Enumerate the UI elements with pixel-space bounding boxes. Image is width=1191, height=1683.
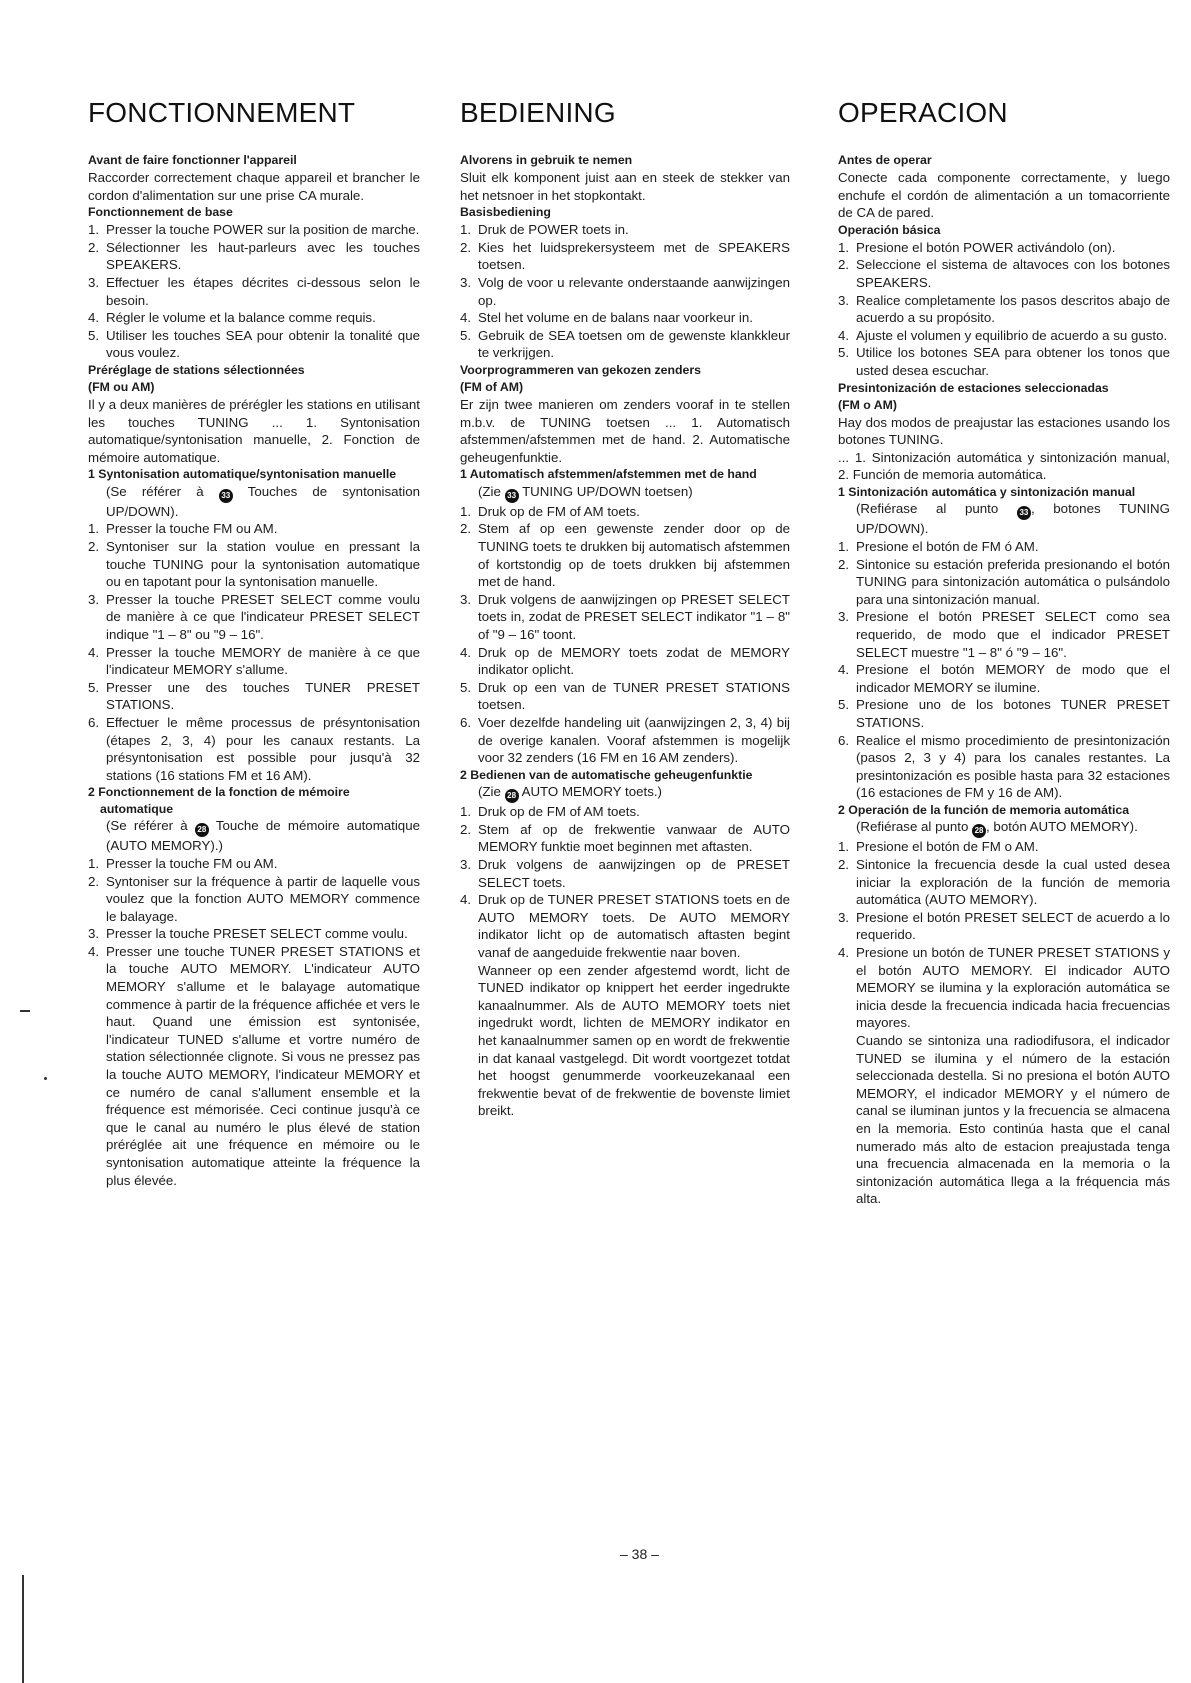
paragraph: Sluit elk komponent juist aan en steek de stekker van het netsnoer in het stopkontakt. xyxy=(460,170,790,203)
list-item xyxy=(88,327,420,362)
list-item xyxy=(460,856,790,891)
list-item-text: Druk op de FM of AM toets. xyxy=(478,804,640,820)
column-spanish xyxy=(838,96,1170,1208)
list-item xyxy=(460,221,790,239)
list-item xyxy=(88,873,420,926)
list-item xyxy=(838,838,1170,856)
section-heading: Operación básica xyxy=(838,222,941,237)
column-title: BEDIENING xyxy=(460,97,616,128)
list-item-number: 1. xyxy=(838,839,850,855)
section-heading: 1 Sintonización automática y sintonización manual xyxy=(838,484,1136,499)
list-item-number: 6. xyxy=(88,714,100,730)
list-item-text: Presser la touche FM ou AM. xyxy=(106,521,278,537)
paragraph: Hay dos modos de preajustar las estaciones usando los botones TUNING. xyxy=(838,414,1170,448)
list-item-number: 2. xyxy=(460,239,472,255)
list-item-number: 3. xyxy=(88,926,100,942)
reference-number-badge: 28 xyxy=(505,789,519,803)
list-item-text: Stem af op de frekwentie vanwaar de AUTO MEMORY funktie moet beginnen met aftasten. xyxy=(478,821,790,855)
reference-number-badge: 33 xyxy=(219,489,233,503)
list-item-number: 5. xyxy=(88,679,100,695)
list-item-number: 3. xyxy=(838,909,850,925)
list-item xyxy=(838,696,1170,731)
list-item xyxy=(88,520,420,538)
list-item-text: Ajuste el volumen y equilibrio de acuerdo a su gusto. xyxy=(856,327,1168,343)
list-item xyxy=(838,856,1170,909)
list-item-text: Realice el mismo procedimiento de presintonización (pasos 2, 3 y 4) para los canales restantes. La presintonización es posible hasta para 32 estaciones (16 estaciones de FM y 16 de AM). xyxy=(856,732,1170,801)
section-heading: Fonctionnement de base xyxy=(88,205,233,220)
list-item-text: Presione el botón PRESET SELECT como sea requerido, de modo que el indicador PRESET SELECT muestre "1 – 8" ó "9 – 16". xyxy=(856,609,1170,660)
column-title: OPERACION xyxy=(838,97,1008,128)
list-item-number: 1. xyxy=(838,239,850,255)
list-item-number: 4. xyxy=(838,327,850,343)
list-item-number: 4. xyxy=(838,944,850,960)
list-item xyxy=(460,679,790,714)
list-item xyxy=(460,591,790,644)
section-heading: 1 Syntonisation automatique/syntonisation manuelle xyxy=(88,467,397,482)
section-heading: (FM ou AM) xyxy=(88,379,155,394)
list-item-text: Realice completamente los pasos descritos abajo de acuerdo a su propósito. xyxy=(856,292,1170,326)
list-item-number: 6. xyxy=(838,732,850,748)
list-item-number: 3. xyxy=(838,292,850,308)
column-title: FONCTIONNEMENT xyxy=(88,97,356,128)
list-item-text: Druk volgens de aanwijzingen op de PRESET SELECT toets. xyxy=(478,857,790,890)
list-item-text: Seleccione el sistema de altavoces con los botones SPEAKERS. xyxy=(856,257,1170,290)
list-item-number: 3. xyxy=(88,274,100,290)
list-item-text: Presione uno de los botones TUNER PRESET STATIONS. xyxy=(856,697,1170,730)
list-item xyxy=(88,943,420,1189)
list-item-number: 2. xyxy=(460,521,472,537)
list-item-text: Presser une des touches TUNER PRESET STATIONS. xyxy=(106,679,420,713)
list-item-number: 1. xyxy=(88,222,100,238)
list-item xyxy=(88,855,420,873)
section-heading: 2 Operación de la función de memoria automática xyxy=(838,802,1130,817)
list-item xyxy=(88,925,420,943)
reference-number-badge: 33 xyxy=(505,489,519,503)
list-item-number: 3. xyxy=(460,591,472,607)
list-item-number: 4. xyxy=(88,310,100,326)
section-heading: Basisbediening xyxy=(460,205,551,220)
indented-paragraph: Wanneer op een zender afgestemd wordt, licht de TUNED indikator op knippert het eerder ingedrukte kanaalnummer. Als de AUTO MEMORY toets niet ingedrukt wordt, lichten de MEMORY indikator en het kanaalnummer samen op en wordt de frekwentie in dat kanaal vastgelegd. Dit wordt voortgezet totdat het hoogst genummerde voorkeuzekanaal een frekwentie bevat of de frekwentie de bovenste limiet breikt. xyxy=(478,962,790,1119)
list-item-text: Presione el botón de FM ó AM. xyxy=(856,539,1039,554)
list-item xyxy=(838,344,1170,379)
list-item xyxy=(88,274,420,309)
list-item xyxy=(460,274,790,309)
list-item-text: Presser la touche PRESET SELECT comme voulu de manière à ce que l'indicateur PRESET SELECT indique "1 – 8" ou "9 – 16". xyxy=(106,591,420,642)
list-item xyxy=(88,538,420,591)
list-item xyxy=(460,821,790,856)
column-french xyxy=(88,96,420,1189)
section-heading: Alvorens in gebruik te nemen xyxy=(460,153,633,167)
list-item xyxy=(838,661,1170,696)
reference-text: AUTO MEMORY toets.) xyxy=(518,784,662,800)
list-item-text: Druk de POWER toets in. xyxy=(478,222,629,238)
list-item xyxy=(460,309,790,327)
section-heading: 1 Automatisch afstemmen/afstemmen met de hand xyxy=(460,467,757,482)
list-item-text: Volg de voor u relevante onderstaande aanwijzingen op. xyxy=(478,274,790,308)
list-item-number: 2. xyxy=(88,239,100,255)
list-item-text: Kies het luidsprekersysteem met de SPEAKERS toetsen. xyxy=(478,239,790,273)
list-item xyxy=(88,644,420,679)
list-item xyxy=(460,503,790,521)
list-item-text: Sintonice su estación preferida presionando el botón TUNING para sintonización automática o pulsándolo para una sintonización manual. xyxy=(856,556,1170,607)
list-item-text: Stel het volume en de balans naar voorkeur in. xyxy=(478,310,753,326)
list-item-text: Presione el botón POWER activándolo (on). xyxy=(856,239,1116,255)
list-item-text: Presione el botón PRESET SELECT de acuerdo a lo requerido. xyxy=(856,909,1170,943)
list-item xyxy=(838,909,1170,944)
list-item xyxy=(838,239,1170,257)
section-heading: Voorprogrammeren van gekozen zenders xyxy=(460,362,701,377)
list-item-text: Presione el botón de FM o AM. xyxy=(856,839,1039,855)
section-heading: Antes de operar xyxy=(838,153,932,167)
reference-text: (Zie xyxy=(478,483,505,499)
list-item-text: Syntoniser sur la station voulue en pressant la touche TUNING pour la syntonisation automatique ou en tapotant pour la syntonisation manuelle. xyxy=(106,539,420,590)
list-item-number: 4. xyxy=(838,662,850,678)
list-item-text: Effectuer les étapes décrites ci-dessous selon le besoin. xyxy=(106,274,420,308)
margin-dash-mark xyxy=(20,1010,30,1012)
reference-number-badge: 28 xyxy=(972,824,986,838)
list-item-text: Voer dezelfde handeling uit (aanwijzingen 2, 3, 4) bij de overige kanalen. Vooraf afstemmen is mogelijk voor 32 zenders (16 FM en 16 AM zenders). xyxy=(478,714,790,766)
paragraph: Er zijn twee manieren om zenders vooraf in te stellen m.b.v. de TUNING toetsen ... 1. Automatisch afstemmen/afstemmen met de hand. 2. Automatische geheugenfunktie. xyxy=(460,396,790,465)
list-item-number: 2. xyxy=(460,821,472,837)
list-item-text: Utilice los botones SEA para obtener los tonos que usted desea escuchar. xyxy=(856,345,1170,378)
list-item-text: Presione un botón de TUNER PRESET STATIONS y el botón AUTO MEMORY. El indicador AUTO MEMORY se ilumina y la exploración automática se inicia desde la frecuencia indicada hacia frecuencias mayores. xyxy=(856,944,1170,1031)
list-item-number: 3. xyxy=(88,591,100,607)
list-item xyxy=(88,591,420,644)
reference-note xyxy=(88,483,420,521)
reference-text: (Zie xyxy=(478,784,505,800)
list-item-number: 2. xyxy=(88,539,100,554)
column-dutch xyxy=(460,96,790,1120)
reference-text: Touches de syntonisation UP/DOWN). xyxy=(106,483,420,519)
list-item xyxy=(460,644,790,679)
list-item-number: 4. xyxy=(88,644,100,660)
list-item-text: Effectuer le même processus de présyntonisation (étapes 2, 3, 4) pour les canaux restants. La présyntonisation est possible pour jusqu'à 32 stations (16 stations FM et 16 AM). xyxy=(106,714,420,783)
list-item-number: 5. xyxy=(88,327,100,343)
section-heading: (FM of AM) xyxy=(460,379,524,394)
list-item-number: 3. xyxy=(460,274,472,290)
paragraph: ... 1. Sintonización automática y sintonización manual, 2. Función de memoria automática. xyxy=(838,449,1170,483)
section-heading: (FM o AM) xyxy=(838,397,897,412)
list-item-text: Presser la touche MEMORY de manière à ce que l'indicateur MEMORY s'allume. xyxy=(106,644,420,678)
reference-note xyxy=(838,818,1170,838)
reference-text: TUNING UP/DOWN toetsen) xyxy=(518,483,693,499)
list-item xyxy=(88,221,420,239)
reference-text: (Refiérase al punto xyxy=(856,819,973,835)
list-item-text: Presser la touche FM ou AM. xyxy=(106,855,278,871)
list-item-number: 5. xyxy=(460,679,472,695)
list-item-number: 6. xyxy=(460,714,472,730)
list-item-number: 4. xyxy=(460,644,472,660)
list-item-text: Druk op de MEMORY toets zodat de MEMORY indikator oplicht. xyxy=(478,644,790,678)
list-item-text: Presione el botón MEMORY de modo que el indicador MEMORY se ilumine. xyxy=(856,662,1170,695)
list-item xyxy=(88,309,420,327)
list-item xyxy=(460,327,790,362)
list-item xyxy=(460,239,790,274)
paragraph: Raccorder correctement chaque appareil et brancher le cordon d'alimentation sur une prise CA murale. xyxy=(88,170,420,203)
list-item-text: Sélectionner les haut-parleurs avec les touches SPEAKERS. xyxy=(106,239,420,273)
reference-text: (Refiérase al punto xyxy=(856,501,1017,517)
section-heading: Avant de faire fonctionner l'appareil xyxy=(88,153,297,167)
paragraph: Conecte cada componente correctamente, y luego enchufe el cordón de alimentación a un tomacorriente de CA de pared. xyxy=(838,170,1170,221)
reference-note xyxy=(838,500,1170,538)
list-item-number: 1. xyxy=(88,521,100,537)
list-item-text: Gebruik de SEA toetsen om de gewenste klankkleur te verkrijgen. xyxy=(478,327,790,361)
list-item-number: 3. xyxy=(460,857,472,872)
indented-paragraph: Cuando se sintoniza una radiodifusora, el indicador TUNED se ilumina y el número de la estación seleccionada destella. Si no presiona el botón AUTO MEMORY, el indicador MEMORY y el número de canal se iluminan juntos y la frecuencia se almacena en la memoria. Esto continúa hasta que el canal numerado más alto de estacion preajustada tenga una frecuencia almacenada en la memoria o la sintonización automática llega a la fréquencia más alta. xyxy=(856,1032,1170,1207)
reference-text: , botón AUTO MEMORY). xyxy=(986,819,1138,835)
margin-dot-mark xyxy=(44,1077,47,1080)
reference-text: (Se référer à xyxy=(106,818,195,834)
list-item xyxy=(460,891,790,961)
list-item-number: 1. xyxy=(838,539,850,554)
section-heading: 2 Bedienen van de automatische geheugenfunktie xyxy=(460,767,753,782)
list-item-number: 4. xyxy=(460,892,472,908)
page-number: – 38 – xyxy=(620,1546,659,1562)
list-item xyxy=(838,292,1170,327)
paragraph: Il y a deux manières de prérégler les stations en utilisant les touches TUNING ... 1. Syntonisation automatique/syntonisation manuelle, 2. Fonction de mémoire automatique. xyxy=(88,396,420,465)
reference-note xyxy=(460,783,790,803)
list-item-text: Druk volgens de aanwijzingen op PRESET SELECT toets in, zodat de PRESET SELECT indikator "1 – 8" of "9 – 16" toont. xyxy=(478,591,790,642)
section-heading: Préréglage de stations sélectionnées xyxy=(88,362,305,377)
list-item-number: 4. xyxy=(88,943,100,959)
list-item-text: Presser la touche POWER sur la position de marche. xyxy=(106,222,420,238)
reference-number-badge: 33 xyxy=(1017,506,1031,520)
list-item xyxy=(838,732,1170,802)
reference-note xyxy=(460,483,790,503)
list-item-number: 1. xyxy=(460,804,472,820)
list-item xyxy=(88,239,420,274)
list-item-number: 5. xyxy=(838,697,850,713)
list-item xyxy=(838,608,1170,661)
list-item-number: 4. xyxy=(460,310,472,326)
list-item-number: 5. xyxy=(838,345,850,361)
list-item-number: 5. xyxy=(460,327,472,343)
list-item-number: 2. xyxy=(838,556,850,572)
list-item xyxy=(460,520,790,590)
reference-text: (Se référer à xyxy=(106,483,219,499)
list-item-text: Régler le volume et la balance comme requis. xyxy=(106,310,376,326)
list-item-text: Presser la touche PRESET SELECT comme voulu. xyxy=(106,926,408,942)
list-item-text: Stem af op een gewenste zender door op de TUNING toets te drukken bij automatisch afstemmen of kortstondig op de toets drukken bij afstemmen met de hand. xyxy=(478,521,790,590)
list-item-number: 1. xyxy=(460,222,472,238)
reference-number-badge: 28 xyxy=(195,823,209,837)
list-item-number: 2. xyxy=(88,873,100,889)
section-heading: Presintonización de estaciones seleccionadas xyxy=(838,380,1109,395)
reference-note xyxy=(88,817,420,855)
list-item-text: Druk op de TUNER PRESET STATIONS toets en de AUTO MEMORY toets. De AUTO MEMORY indikator licht op de automatisch aftasten begint vanaf de aangeduide frekwentie naar boven. xyxy=(478,892,790,960)
list-item-text: Utiliser les touches SEA pour obtenir la tonalité que vous voulez. xyxy=(106,327,420,361)
binding-margin-line xyxy=(22,1575,24,1683)
list-item-text: Sintonice la frecuencia desde la cual usted desea iniciar la exploración de la función de memoria automática (AUTO MEMORY). xyxy=(856,857,1170,908)
list-item-text: Presser une touche TUNER PRESET STATIONS et la touche AUTO MEMORY. L'indicateur AUTO MEMORY s'allume et le balayage automatique commence à partir de la fréquence affichée et vers le haut. Quand une émission est syntonisée, l'indicateur TUNED s'allume et vortre numéro de station sélectionnée clignote. Si vous ne pressez pas la touche AUTO MEMORY, l'indicateur MEMORY et ce numéro de canal s'allument ensemble et la fréquence est mémorisée. Ceci continue jusqu'à ce que le canal au numéro le plus élevé de station préréglée ait une fréquence en mémoire ou le syntonisation automatique atteinte la fréquence la plus élevée. xyxy=(106,943,420,1188)
list-item xyxy=(838,327,1170,345)
list-item xyxy=(838,256,1170,291)
list-item xyxy=(88,679,420,714)
list-item-text: Druk op de FM of AM toets. xyxy=(478,503,640,519)
reference-text: , botones TUNING UP/DOWN). xyxy=(856,501,1170,537)
list-item-number: 2. xyxy=(838,257,850,273)
list-item-number: 2. xyxy=(838,857,850,872)
list-item-number: 1. xyxy=(88,855,100,871)
list-item xyxy=(838,538,1170,556)
list-item xyxy=(838,944,1170,1032)
reference-text: Touche de mémoire automatique (AUTO MEMORY).) xyxy=(106,818,420,854)
list-item-text: Syntoniser sur la fréquence à partir de laquelle vous voulez que la fonction AUTO MEMORY commence le balayage. xyxy=(106,873,420,924)
list-item-number: 1. xyxy=(460,503,472,519)
section-heading: 2 Fonctionnement de la fonction de mémoire automatique xyxy=(88,785,350,816)
list-item-text: Druk op een van de TUNER PRESET STATIONS toetsen. xyxy=(478,679,790,713)
list-item xyxy=(460,714,790,767)
list-item xyxy=(460,803,790,821)
list-item-number: 3. xyxy=(838,609,850,625)
list-item xyxy=(838,556,1170,609)
list-item xyxy=(88,714,420,784)
